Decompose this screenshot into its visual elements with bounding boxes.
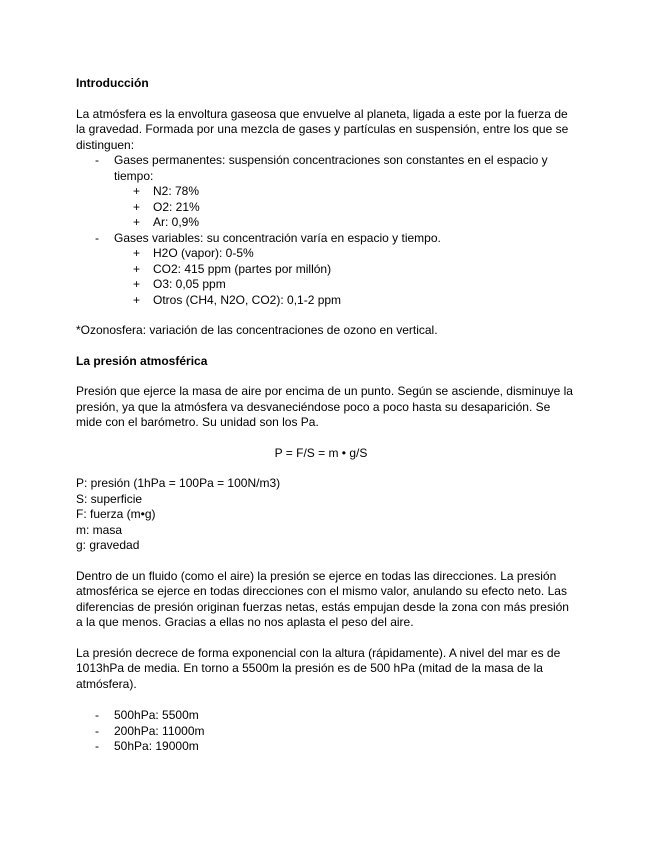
plus-bullet: +	[133, 277, 141, 291]
plus-bullet: +	[133, 261, 141, 276]
list-item	[114, 293, 576, 309]
definition-item: S: superficie	[76, 491, 143, 506]
definition-item: F: fuerza (m•g)	[76, 507, 156, 521]
list-item-text: Otros (CH4, N2O, CO2): 0,1-2 ppm	[153, 292, 342, 307]
definition-item: g: gravedad	[76, 538, 140, 552]
list-item	[114, 184, 576, 200]
altitude-list	[76, 708, 576, 755]
plus-bullet: +	[133, 184, 141, 198]
dash-bullet: -	[95, 708, 99, 722]
intro-paragraph: La atmósfera es la envoltura gaseosa que envuelve al planeta, ligada a este por la fuerza de la gravedad. Formada por una mezcla de gases y partículas en suspensión, entre los que se distinguen:	[76, 106, 569, 152]
list-item-text: Ar: 0,9%	[153, 215, 200, 229]
ozonosphere-note: *Ozonosfera: variación de las concentraciones de ozono en vertical.	[76, 323, 438, 337]
list-item	[76, 724, 576, 740]
plus-bullet: +	[133, 215, 141, 229]
intro-heading: Introducción	[76, 76, 149, 90]
list-item	[114, 277, 576, 293]
list-item	[76, 708, 576, 724]
dash-bullet: -	[95, 230, 99, 245]
pressure-paragraph-3: La presión decrece de forma exponencial con la altura (rápidamente). A nivel del mar es de 1013hPa de media. En torno a 5500m la presión es de 500 hPa (mitad de la masa de la atmósfera).	[76, 645, 561, 691]
pressure-formula: P = F/S = m • g/S	[274, 445, 368, 460]
list-item	[114, 246, 576, 262]
dash-bullet: -	[95, 739, 99, 753]
definitions-list	[76, 476, 576, 554]
list-item-text: O3: 0,05 ppm	[153, 277, 226, 291]
list-item	[76, 739, 576, 755]
definition-item: m: masa	[76, 522, 123, 537]
dash-bullet: -	[95, 723, 99, 738]
plus-bullet: +	[133, 199, 141, 214]
list-item-text: H2O (vapor): 0-5%	[153, 246, 254, 260]
plus-bullet: +	[133, 292, 141, 307]
permanent-gases-list	[114, 184, 576, 231]
list-item	[114, 262, 576, 278]
definition-item: P: presión (1hPa = 100Pa = 100N/m3)	[76, 476, 281, 490]
document-page	[76, 76, 576, 755]
dash-bullet: -	[95, 153, 99, 167]
pressure-heading: La presión atmosférica	[76, 353, 208, 368]
list-item-text: 50hPa: 19000m	[114, 739, 199, 753]
gas-group-variable	[76, 231, 576, 309]
plus-bullet: +	[133, 246, 141, 260]
list-item-text: N2: 78%	[153, 184, 200, 198]
gas-group-label: Gases permanentes: suspensión concentraciones son constantes en el espacio y tiempo:	[114, 153, 548, 183]
variable-gases-list	[114, 246, 576, 308]
list-item-text: 500hPa: 5500m	[114, 708, 199, 722]
list-item-text: CO2: 415 ppm (partes por millón)	[153, 261, 332, 276]
list-item	[114, 215, 576, 231]
list-item-text: O2: 21%	[153, 199, 200, 214]
list-item-text: 200hPa: 11000m	[114, 723, 205, 738]
gas-group-permanent	[76, 153, 576, 231]
gas-groups-list	[76, 153, 576, 308]
gas-group-label: Gases variables: su concentración varía en espacio y tiempo.	[114, 230, 441, 245]
pressure-paragraph-2: Dentro de un fluido (como el aire) la presión se ejerce en todas las direcciones. La presión atmosférica se ejerce en todas direcciones con el mismo valor, anulando su efecto neto. Las diferencias de presión originan fuerzas netas, estás empujan desde la zona con más presión a la que menos. Gracias a ellas no nos aplasta el peso del aire.	[76, 568, 569, 629]
list-item	[114, 200, 576, 216]
pressure-paragraph-1: Presión que ejerce la masa de aire por encima de un punto. Según se asciende, disminuye la presión, ya que la atmósfera va desvaneciéndose poco a poco hasta su desaparición. Se mide con el barómetro. Su unidad son los Pa.	[76, 384, 573, 429]
